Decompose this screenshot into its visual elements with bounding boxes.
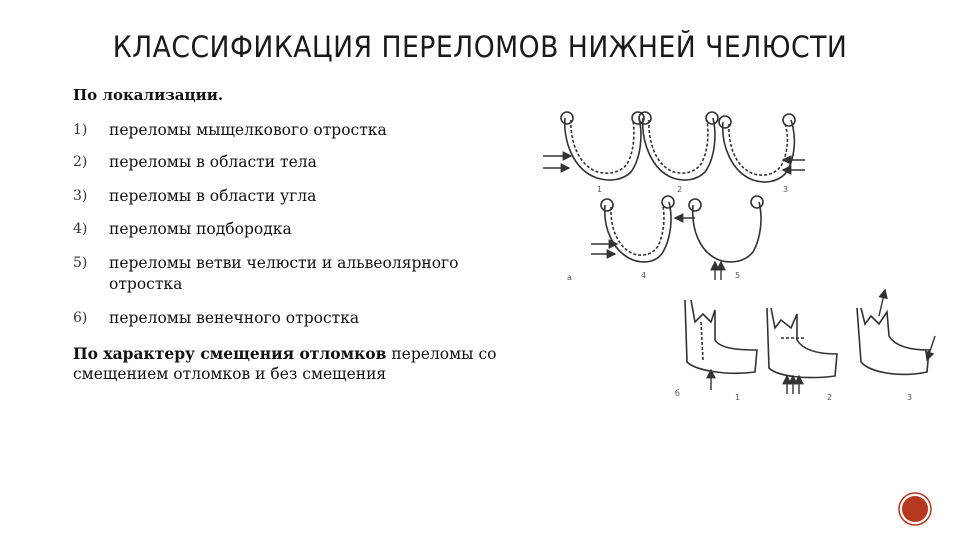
figure-number-bottom-3: 3 xyxy=(907,393,913,402)
list-item-number: 3) xyxy=(73,188,88,204)
figure-number-bottom-1: 1 xyxy=(735,393,741,402)
list-item-number: 4) xyxy=(73,221,88,237)
list-item-text: переломы мыщелкового отростка xyxy=(109,121,387,139)
list-item-text: переломы в области тела xyxy=(109,153,317,171)
figure-number-top-3: 3 xyxy=(783,185,789,194)
list-item-text: переломы ветви челюсти и альвеолярного отростка xyxy=(109,254,459,293)
list-item xyxy=(73,152,513,173)
list-item-text: переломы подбородка xyxy=(109,220,292,238)
figure-number-mid-5: 5 xyxy=(735,271,741,280)
list-item-number: 6) xyxy=(73,310,88,326)
figure-number-top-2: 2 xyxy=(677,185,683,194)
mandible-lateral-3 xyxy=(857,308,929,374)
displacement-bold: По характеру смещения отломков xyxy=(73,344,387,363)
mandible-lateral-1 xyxy=(685,300,757,373)
list-item-number: 1) xyxy=(73,122,88,138)
figure-number-bottom-2: 2 xyxy=(827,393,833,402)
list-item xyxy=(73,120,513,141)
mandible-diagram-2 xyxy=(639,112,718,180)
mandible-lateral-2 xyxy=(767,308,837,378)
list-item xyxy=(73,253,513,295)
localization-heading: По локализации. xyxy=(73,86,224,104)
figure-number-top-1: 1 xyxy=(597,185,603,194)
figure-number-mid-4: 4 xyxy=(641,271,647,280)
figure-label-b: б xyxy=(675,389,680,398)
list-item-text: переломы венечного отростка xyxy=(109,309,360,327)
mandible-diagram-4 xyxy=(601,196,674,262)
displacement-paragraph xyxy=(73,344,543,384)
slide-number-badge-icon xyxy=(898,492,932,526)
mandible-diagram-3 xyxy=(719,114,795,182)
displacement-rest: переломы со смещением отломков и без смещения xyxy=(73,345,497,383)
list-item xyxy=(73,308,513,329)
list-item-text: переломы в области угла xyxy=(109,187,317,205)
list-item-number: 5) xyxy=(73,255,88,271)
mandible-fracture-figure xyxy=(535,100,945,410)
list-item-number: 2) xyxy=(73,154,88,170)
list-item xyxy=(73,186,513,207)
page-title: КЛАССИФИКАЦИЯ ПЕРЕЛОМОВ НИЖНЕЙ ЧЕЛЮСТИ xyxy=(112,30,848,64)
mandible-diagram-5 xyxy=(689,196,763,262)
mandible-diagram-1 xyxy=(561,112,644,180)
figure-label-a: а xyxy=(567,273,572,282)
list-item xyxy=(73,219,513,240)
